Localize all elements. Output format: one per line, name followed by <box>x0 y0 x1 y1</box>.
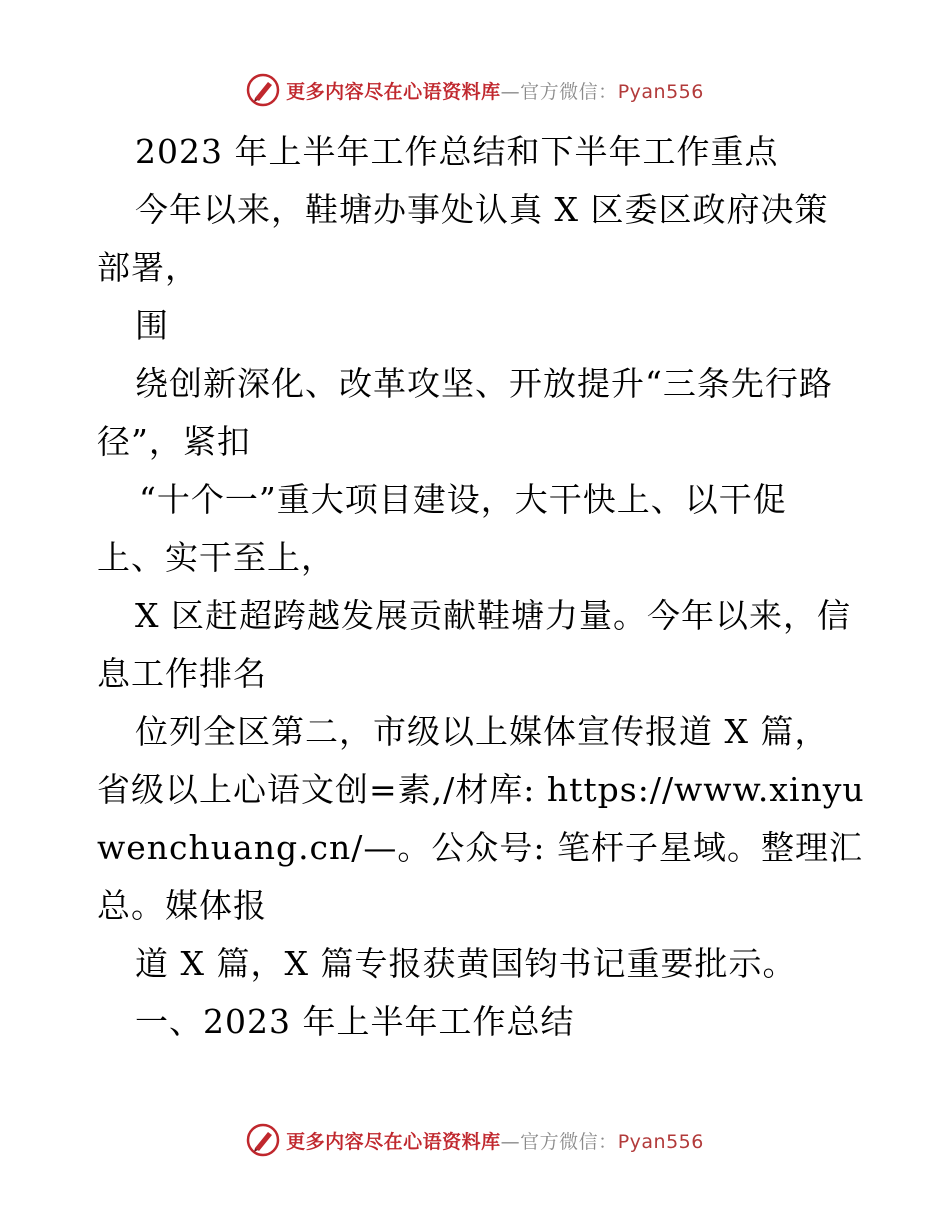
paragraph-line: 息工作排名 <box>97 654 267 693</box>
pen-logo-icon <box>246 1123 280 1157</box>
section-heading: 一、2023 年上半年工作总结 <box>135 1002 575 1041</box>
watermark-wechat-label: 官方微信： <box>520 80 618 103</box>
pen-logo-icon <box>246 73 280 107</box>
watermark-site-name: 更多内容尽在心语资料库 <box>286 1130 501 1153</box>
watermark-account: Pyan556 <box>617 1130 704 1153</box>
document-body <box>97 123 865 1051</box>
paragraph-line: 总。媒体报 <box>97 886 267 925</box>
paragraph-line: 绕创新深化、改革攻坚、开放提升“三条先行路 <box>135 364 833 403</box>
watermark-text <box>286 1127 704 1154</box>
paragraph-line: 径”，紧扣 <box>97 422 251 461</box>
watermark-dash: — <box>500 80 521 103</box>
watermark-wechat-label: 官方微信： <box>520 1130 618 1153</box>
watermark-dash: — <box>500 1130 521 1153</box>
watermark-site-name: 更多内容尽在心语资料库 <box>286 80 501 103</box>
paragraph-line: X 区赶超跨越发展贡献鞋塘力量。今年以来，信 <box>135 596 851 635</box>
paragraph-line: 围 <box>135 306 169 345</box>
watermark-text <box>286 77 704 104</box>
paragraph-line: 上、实干至上， <box>97 538 335 577</box>
paragraph-line: 省级以上心语文创=素,/材库: https://www.xinyu <box>97 770 865 809</box>
paragraph-line: 部署， <box>97 248 199 287</box>
footer-watermark <box>0 1120 950 1160</box>
header-watermark <box>0 70 950 110</box>
paragraph-line: wenchuang.cn/—。公众号: 笔杆子星域。整理汇 <box>97 828 864 867</box>
watermark-account: Pyan556 <box>617 80 704 103</box>
paragraph-line: 位列全区第二，市级以上媒体宣传报道 X 篇， <box>135 712 829 751</box>
document-title: 2023 年上半年工作总结和下半年工作重点 <box>135 132 779 171</box>
paragraph-line: 今年以来，鞋塘办事处认真 X 区委区政府决策 <box>135 190 829 229</box>
paragraph-line: 道 X 篇，X 篇专报获黄国钧书记重要批示。 <box>135 944 797 983</box>
paragraph-line: “十个一”重大项目建设，大干快上、以干促 <box>139 480 787 519</box>
